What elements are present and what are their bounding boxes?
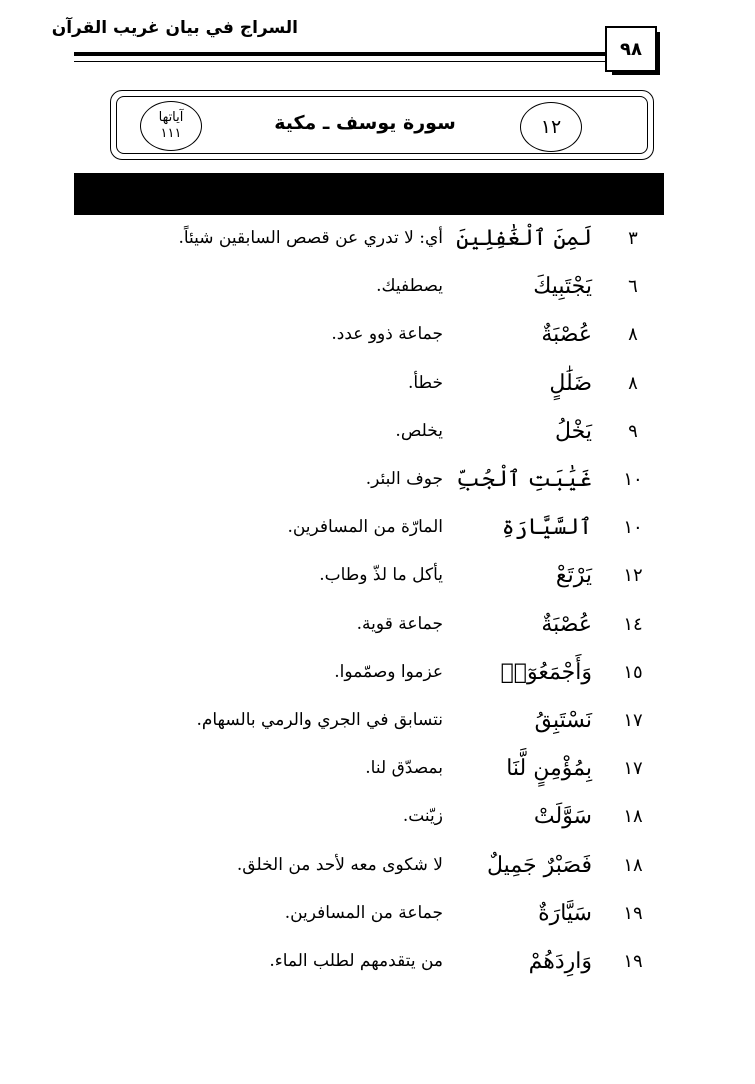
- glossary-entry: [0, 945, 755, 985]
- quran-word: يَجْتَبِيكَ: [533, 274, 592, 300]
- word-meaning: أي: لا تدري عن قصص السابقين شيئاً.: [178, 228, 443, 248]
- word-meaning: جماعة قوية.: [356, 613, 443, 634]
- verses-label: آياتها: [158, 110, 184, 125]
- verse-number: ١٩: [623, 902, 643, 924]
- verse-number: ١٤: [623, 613, 643, 635]
- surah-name: سورة يوسف ـ مكية: [274, 112, 456, 134]
- word-meaning: جوف البئر.: [365, 469, 443, 489]
- word-meaning: عزموا وصمّموا.: [334, 661, 443, 682]
- quran-word: عُصْبَةٌ: [541, 611, 592, 637]
- quran-word: سَيَّارَةٌ: [538, 900, 592, 926]
- quran-word: بِمُؤْمِنٍ لَّنَا: [506, 756, 592, 782]
- glossary-entry: [0, 463, 755, 503]
- verse-number: ١٧: [623, 758, 643, 780]
- word-meaning: يصطفيك.: [376, 276, 443, 297]
- page-number: ٩٨: [605, 26, 657, 72]
- quran-word: فَصَبْرٌ جَمِيلٌ: [487, 852, 592, 878]
- word-meaning: زيّنت.: [402, 806, 443, 827]
- glossary-entry: [0, 656, 755, 696]
- glossary-entry: [0, 222, 755, 262]
- glossary-entry: [0, 511, 755, 551]
- glossary-entry: [0, 270, 755, 310]
- glossary-entry: [0, 415, 755, 455]
- quran-word: وَارِدَهُمْ: [528, 949, 592, 974]
- word-meaning: من يتقدمهم لطلب الماء.: [269, 951, 443, 971]
- word-meaning: نتسابق في الجري والرمي بالسهام.: [196, 710, 443, 730]
- verse-number: ١٠: [623, 469, 643, 490]
- verses-count-badge: [140, 101, 202, 151]
- word-meaning: يأكل ما لذّ وطاب.: [319, 565, 443, 586]
- verse-number: ١٩: [623, 951, 643, 972]
- quran-word: ضَلَٰلٍ: [549, 370, 592, 396]
- quran-word: لَمِنَ ٱلْغَٰفِلِينَ: [456, 226, 592, 251]
- glossary-entry: [0, 608, 755, 648]
- quran-word: غَيَٰبَتِ ٱلْجُبِّ: [456, 467, 592, 492]
- glossary-entry: [0, 800, 755, 840]
- glossary-entry: [0, 704, 755, 744]
- glossary-entry: [0, 367, 755, 407]
- quran-word: ٱلسَّيَّارَةِ: [501, 515, 592, 541]
- verse-number: ٨: [628, 372, 638, 394]
- surah-number-badge: ١٢: [520, 102, 582, 152]
- word-meaning: خطأ.: [407, 372, 443, 393]
- verse-number: ٣: [628, 228, 638, 249]
- quran-word: نَسْتَبِقُ: [534, 708, 592, 733]
- quran-word: وَأَجْمَعُوٓا۟: [500, 659, 592, 685]
- word-meaning: لا شكوى معه لأحد من الخلق.: [236, 854, 443, 875]
- verse-number: ١٧: [623, 710, 643, 731]
- verse-number: ١٥: [623, 661, 643, 683]
- quran-word: عُصْبَةٌ: [541, 322, 592, 348]
- verse-number: ٩: [628, 420, 638, 442]
- word-meaning: جماعة من المسافرين.: [284, 902, 443, 923]
- black-band: [74, 173, 664, 215]
- glossary-entry: [0, 559, 755, 599]
- verse-number: ١٠: [623, 517, 643, 539]
- book-title: السراج في بيان غريب القرآن: [51, 18, 298, 38]
- quran-word: يَرْتَعْ: [555, 563, 592, 589]
- glossary-entry: [0, 752, 755, 792]
- verse-number: ١٢: [623, 565, 643, 587]
- verse-number: ٦: [628, 276, 638, 298]
- verse-number: ١٨: [623, 854, 643, 876]
- glossary-entry: [0, 897, 755, 937]
- glossary-entry: [0, 849, 755, 889]
- header-rule: [74, 52, 606, 56]
- quran-word: يَخْلُ: [555, 418, 592, 444]
- verses-count: ١١١: [160, 126, 182, 141]
- word-meaning: جماعة ذوو عدد.: [331, 324, 443, 345]
- word-meaning: المارّة من المسافرين.: [287, 517, 443, 538]
- verse-number: ٨: [628, 324, 638, 346]
- quran-word: سَوَّلَتْ: [533, 804, 592, 830]
- verse-number: ١٨: [623, 806, 643, 828]
- word-meaning: يخلص.: [395, 420, 443, 441]
- glossary-entry: [0, 318, 755, 358]
- word-meaning: بمصدّق لنا.: [365, 758, 443, 779]
- header-rule-thin: [74, 61, 606, 62]
